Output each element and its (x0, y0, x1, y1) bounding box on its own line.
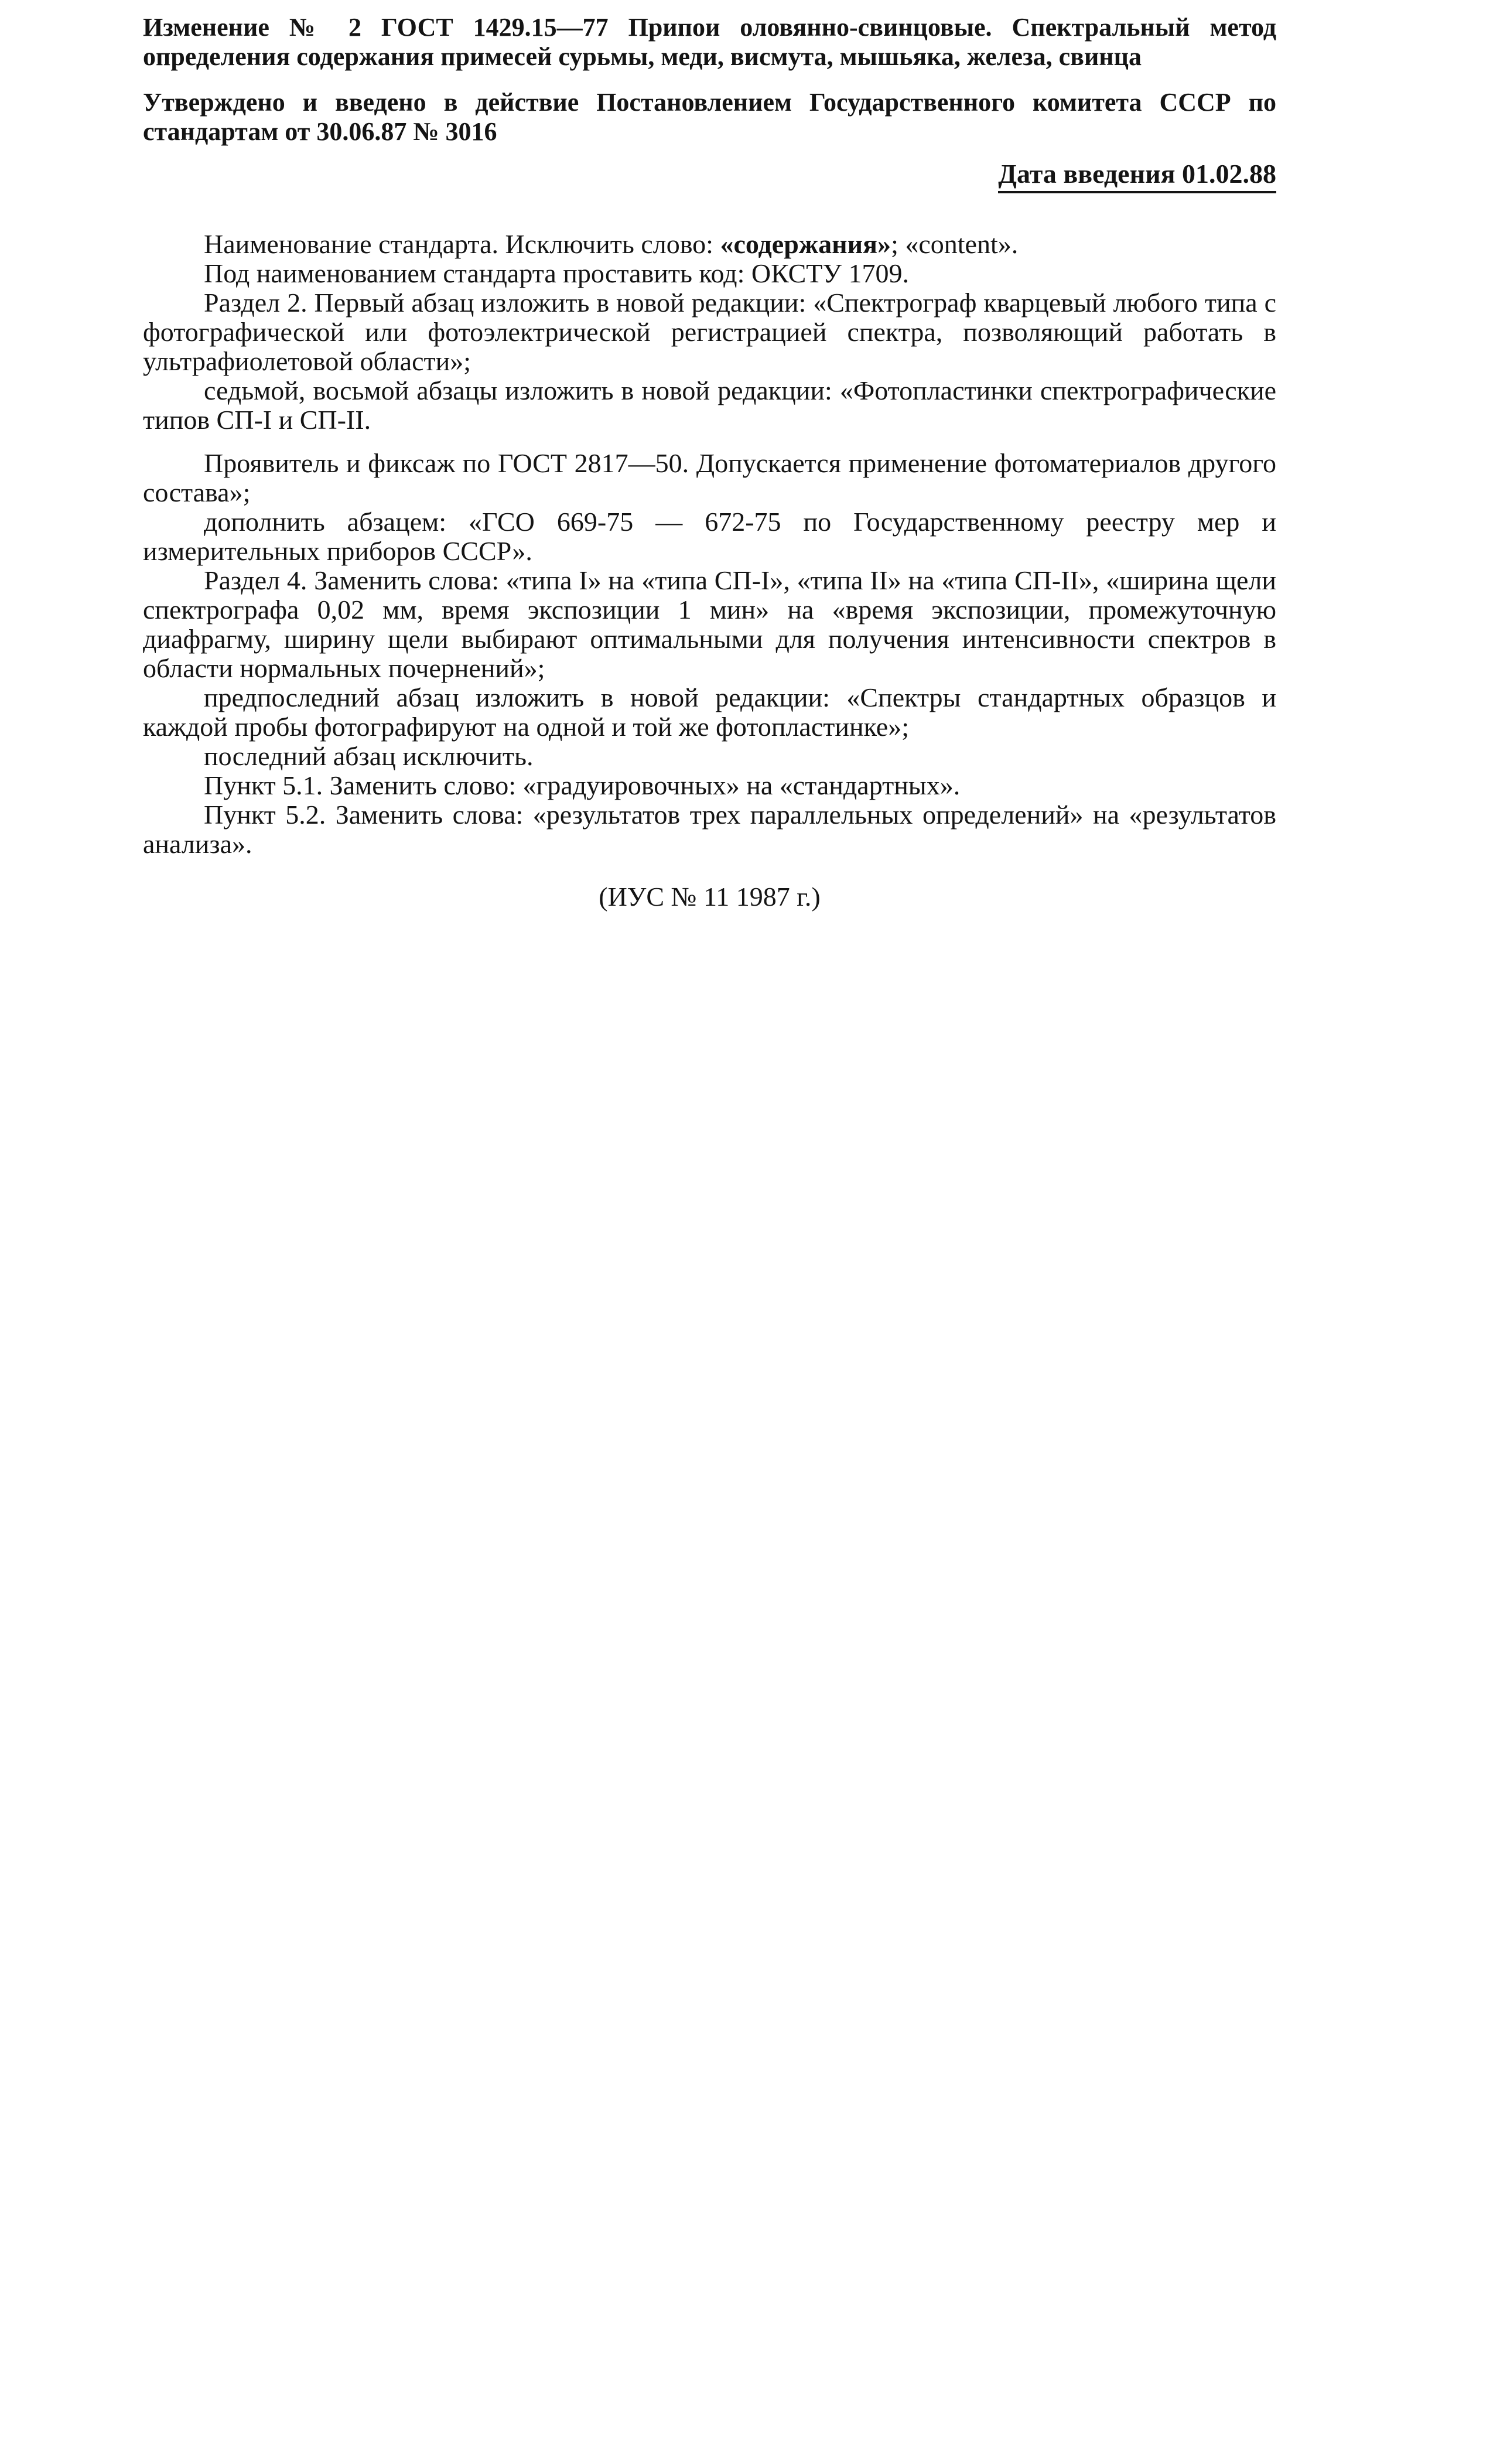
paragraph-section-2: Раздел 2. Первый абзац изложить в новой редакции: «Спектрограф кварцевый любого типа с фотографической или фотоэлектрической регистрацией спектра, позволяющий работать в ультрафиолетовой области»; (143, 288, 1276, 376)
paragraph-text: Наименование стандарта. Исключить слово: (204, 229, 720, 259)
amendment-title: Изменение № 2 ГОСТ 1429.15—77 Припои оловянно-свинцовые. Спектральный метод определения содержания примесей сурьмы, меди, висмута, мышьяка, железа, свинца (143, 13, 1276, 71)
introduction-date: Дата введения 01.02.88 (998, 158, 1276, 193)
paragraph-name-change (143, 230, 1276, 259)
document-page (143, 13, 1276, 912)
introduction-date-block (143, 158, 1276, 193)
paragraph-penultimate: предпоследний абзац изложить в новой редакции: «Спектры стандартных образцов и каждой пробы фотографируют на одной и той же фотопластинке»; (143, 682, 1276, 742)
paragraph-bold-text: «содержания» (720, 229, 891, 259)
paragraph-gso: дополнить абзацем: «ГСО 669-75 — 672-75 по Государственному реестру мер и измерительных приборов СССР». (143, 507, 1276, 566)
paragraph-code: Под наименованием стандарта проставить код: ОКСТУ 1709. (204, 258, 909, 288)
amendment-body (143, 230, 1276, 859)
paragraph-plates: седьмой, восьмой абзацы изложить в новой редакции: «Фотопластинки спектрографические типов СП-I и СП-II. (143, 376, 1276, 435)
paragraph-item-5-2: Пункт 5.2. Заменить слова: «результатов трех параллельных определений» на «результатов анализа». (143, 800, 1276, 859)
approval-statement: Утверждено и введено в действие Постановлением Государственного комитета СССР по стандартам от 30.06.87 № 3016 (143, 88, 1276, 146)
paragraph-developer: Проявитель и фиксаж по ГОСТ 2817—50. Допускается применение фотоматериалов другого состава»; (143, 448, 1276, 507)
source-reference: (ИУС № 11 1987 г.) (599, 882, 821, 912)
paragraph-section-4: Раздел 4. Заменить слова: «типа I» на «типа СП-I», «типа II» на «типа СП-II», «ширина щели спектрографа 0,02 мм, время экспозиции 1 мин» на «время экспозиции, промежуточную диафрагму, ширину щели выбирают оптимальными для получения интенсивности спектров в области нормальных почернений»; (143, 565, 1276, 683)
paragraph-item-5-1: Пункт 5.1. Заменить слово: «градуировочных» на «стандартных». (204, 770, 961, 800)
paragraph-text: ; «content». (891, 229, 1019, 259)
paragraph-last-removed: последний абзац исключить. (204, 741, 534, 771)
